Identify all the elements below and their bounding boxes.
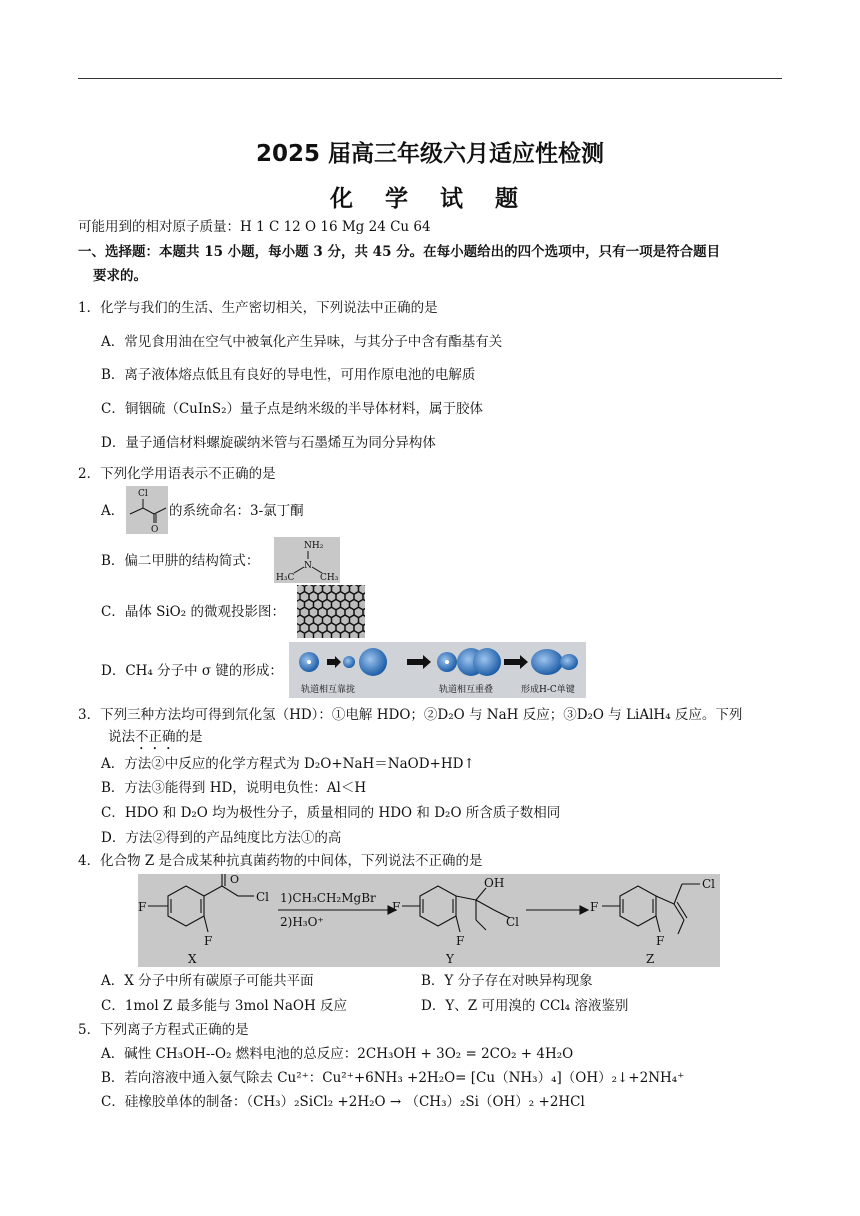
sio2-projection-image — [297, 585, 365, 638]
header-rule — [78, 78, 782, 79]
reagent-step-2: 2)H₃O⁺ — [280, 915, 324, 929]
lattice-hexagon — [297, 631, 305, 638]
compound-y-label: Y — [446, 952, 454, 966]
atom-cl-label: Cl — [138, 489, 148, 499]
q3-stem: 3．下列三种方法均可得到氘化氢（HD）：①电解 HDO；②D₂O 与 NaH 反应；③D₂O 与 LiAlH₄ 反应。下列 — [78, 707, 743, 723]
z-fluoro-label: F — [590, 900, 599, 914]
q3-stem-pre: 说法 — [108, 729, 135, 745]
lattice-hexagon — [350, 631, 359, 638]
lattice-hexagon — [359, 631, 366, 638]
atom-o-label: O — [151, 525, 159, 534]
h3c-label: H₃C — [276, 573, 295, 583]
lattice-hexagon — [323, 631, 332, 638]
x-fluoro-label: F — [138, 900, 147, 914]
lattice-hexagon — [341, 631, 350, 638]
sigma-bond-formation-image — [289, 642, 586, 698]
orbital-label-2: 轨道相互重叠 — [439, 685, 494, 695]
q1-option-a: A．常见食用油在空气中被氧化产生异味，与其分子中含有酯基有关 — [101, 334, 503, 350]
q3-stem-post: 的是 — [175, 729, 203, 745]
q5-stem: 5．下列离子方程式正确的是 — [78, 1022, 249, 1038]
q4-option-c: C．1mol Z 最多能与 3mol NaOH 反应 — [101, 998, 348, 1014]
q3-stem-emphasis: 不正确 — [135, 729, 176, 745]
q1-option-b: B．离子液体熔点低且有良好的导电性，可用作原电池的电解质 — [101, 367, 476, 383]
atomic-masses: 可能用到的相对原子质量：H 1 C 12 O 16 Mg 24 Cu 64 — [78, 219, 431, 235]
compound-z-label: Z — [646, 952, 655, 966]
q4-stem: 4．化合物 Z 是合成某种抗真菌药物的中间体，下列说法不正确的是 — [78, 853, 483, 869]
exam-title: 2025 届高三年级六月适应性检测 — [255, 141, 605, 167]
nh2-label: NH₂ — [304, 541, 324, 551]
y-hydroxyl-label: OH — [484, 876, 505, 890]
y-ortho-fluoro-label: F — [456, 934, 465, 948]
reagent-step-1: 1)CH₃CH₂MgBr — [280, 891, 376, 905]
y-fluoro-label: F — [392, 900, 401, 914]
q2-option-c: C．晶体 SiO₂ 的微观投影图： — [101, 604, 285, 620]
x-ortho-fluoro-label: F — [204, 934, 213, 948]
q5-option-a: A．碱性 CH₃OH--O₂ 燃料电池的总反应：2CH₃OH + 3O₂ = 2CO₂ + 4H₂O — [101, 1046, 574, 1062]
orbital-label-3: 形成H-C单键 — [521, 685, 575, 695]
y-chlorine-label: Cl — [506, 915, 520, 929]
ch3-label: CH₃ — [320, 573, 339, 583]
lattice-hexagon — [332, 631, 341, 638]
z-chlorine-label: Cl — [702, 877, 716, 891]
udmh-structure — [274, 537, 340, 583]
z-ortho-fluoro-label: F — [656, 934, 665, 948]
q3-option-c: C．HDO 和 D₂O 均为极性分子，质量相同的 HDO 和 D₂O 所含质子数相同 — [101, 805, 561, 821]
q3-option-b: B．方法③能得到 HD，说明电负性：Al＜H — [101, 780, 367, 796]
q1-option-c: C．铜铟硫（CuInS₂）量子点是纳米级的半导体材料，属于胶体 — [101, 401, 484, 417]
section-heading: 一、选择题：本题共 15 小题，每小题 3 分，共 45 分。在每小题给出的四个选项中，只有一项是符合题目 — [78, 244, 721, 260]
q3-option-d: D．方法②得到的产品纯度比方法①的高 — [101, 830, 342, 846]
q4-option-d: D．Y、Z 可用溴的 CCl₄ 溶液鉴别 — [421, 998, 629, 1014]
q1-stem: 1．化学与我们的生活、生产密切相关，下列说法中正确的是 — [78, 300, 438, 316]
q2-option-d: D．CH₄ 分子中 σ 键的形成： — [101, 663, 283, 679]
compound-x-label: X — [188, 952, 197, 966]
chloro-butanone-structure — [126, 486, 168, 534]
subject-title: 化 学 试 题 — [329, 186, 531, 212]
q5-option-c: C．硅橡胶单体的制备：（CH₃）₂SiCl₂ +2H₂O → （CH₃）₂Si（OH）₂ +2HCl — [101, 1094, 585, 1110]
orbital-label-1: 轨道相互靠拢 — [301, 685, 356, 695]
x-oxygen-label: O — [230, 874, 240, 886]
q5-option-b: B．若向溶液中通入氨气除去 Cu²⁺：Cu²⁺+6NH₃ +2H₂O= [Cu（NH₃）₄]（OH）₂↓+2NH₄⁺ — [101, 1070, 685, 1086]
n-label: N — [304, 561, 312, 571]
q3-option-a: A．方法②中反应的化学方程式为 D₂O+NaH＝NaOD+HD↑ — [101, 756, 475, 772]
q3-stem-cont — [108, 728, 203, 753]
lattice-hexagon — [305, 631, 314, 638]
x-chlorine-label: Cl — [256, 890, 270, 904]
section-heading-cont: 要求的。 — [93, 268, 147, 284]
synthesis-scheme-image — [138, 874, 720, 967]
q2-option-a-label: A． — [101, 503, 125, 519]
q2-option-a-text: 的系统命名：3-氯丁酮 — [169, 503, 304, 519]
q1-option-d: D．量子通信材料螺旋碳纳米管与石墨烯互为同分异构体 — [101, 435, 436, 451]
q4-option-a: A．X 分子中所有碳原子可能共平面 — [101, 973, 314, 989]
q2-option-b: B．偏二甲肼的结构简式： — [101, 553, 260, 569]
q2-stem: 2．下列化学用语表示不正确的是 — [78, 466, 276, 482]
lattice-hexagon — [314, 631, 323, 638]
q4-option-b: B．Y 分子存在对映异构现象 — [421, 973, 593, 989]
